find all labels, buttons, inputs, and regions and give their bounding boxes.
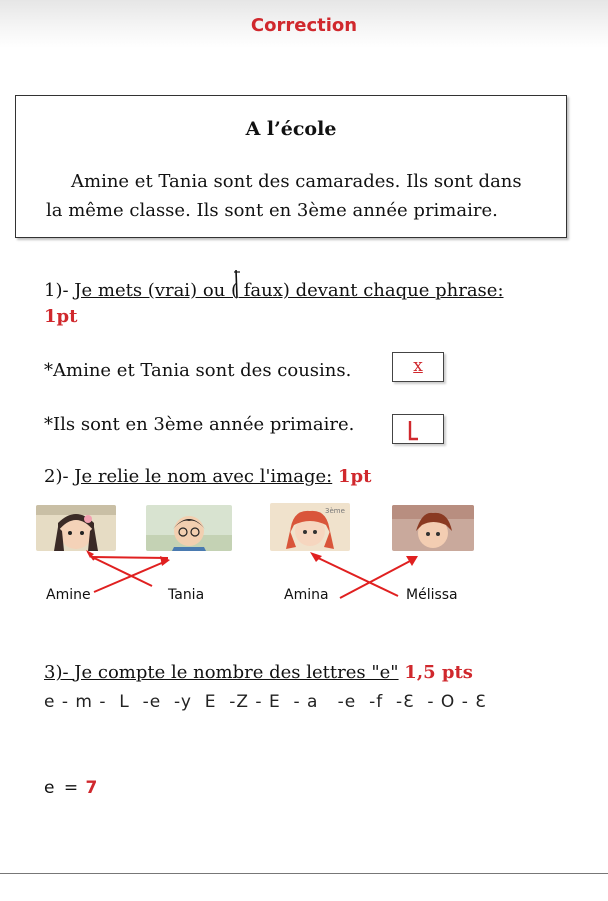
q2-instruction: Je relie le nom avec l'image: — [74, 466, 333, 487]
q2-number: 2)- — [44, 466, 75, 487]
q1-number: 1)- — [44, 280, 75, 301]
q1-heading — [44, 280, 504, 301]
q3-points: 1,5 pts — [404, 662, 473, 683]
letter-sequence: e - m - L -e -y E -Z - E - a -e -f -Ɛ - O - Ɛ — [44, 692, 487, 712]
reading-line-1: Amine et Tania sont des camarades. Ils sont dans — [71, 171, 522, 192]
svg-text:3ème: 3ème — [325, 507, 345, 515]
boy-image-1 — [146, 505, 232, 551]
q2-points: 1pt — [337, 466, 372, 487]
q3-number: 3)- — [44, 662, 75, 683]
answer-true-mark — [405, 419, 425, 441]
girl-image-2 — [270, 503, 350, 551]
q1-answer-box-1[interactable] — [392, 352, 444, 382]
q3-heading — [44, 662, 473, 683]
q2-heading — [44, 466, 371, 487]
result-value: 7 — [85, 778, 98, 798]
handwritten-mark — [226, 268, 248, 304]
q1-answer-box-2[interactable] — [392, 414, 444, 444]
girl-image-3 — [392, 505, 474, 551]
reading-text-box — [15, 95, 567, 238]
result-equals: = — [63, 778, 79, 798]
q1-statement-1: *Amine et Tania sont des cousins. — [44, 360, 352, 381]
reading-line-2: la même classe. Ils sont en 3ème année primaire. — [46, 200, 498, 221]
bottom-divider — [0, 873, 608, 874]
name-amine: Amine — [46, 587, 91, 603]
result-label: e — [44, 778, 55, 798]
q1-points: 1pt — [44, 306, 78, 327]
girl-image-1 — [36, 505, 116, 551]
q1-statement-2: *Ils sont en 3ème année primaire. — [44, 414, 355, 435]
name-tania: Tania — [168, 587, 205, 603]
reading-title: A l’école — [245, 118, 337, 140]
name-amina: Amina — [284, 587, 329, 603]
q3-instruction: Je compte le nombre des lettres "e" — [74, 662, 399, 683]
page-title: Correction — [250, 15, 358, 36]
match-lines-left — [80, 548, 180, 604]
answer-false-mark: x — [413, 356, 423, 376]
name-melissa: Mélissa — [406, 587, 458, 603]
q1-instruction: Je mets (vrai) ou ( faux) devant chaque phrase: — [74, 280, 504, 301]
q3-result — [44, 778, 97, 798]
